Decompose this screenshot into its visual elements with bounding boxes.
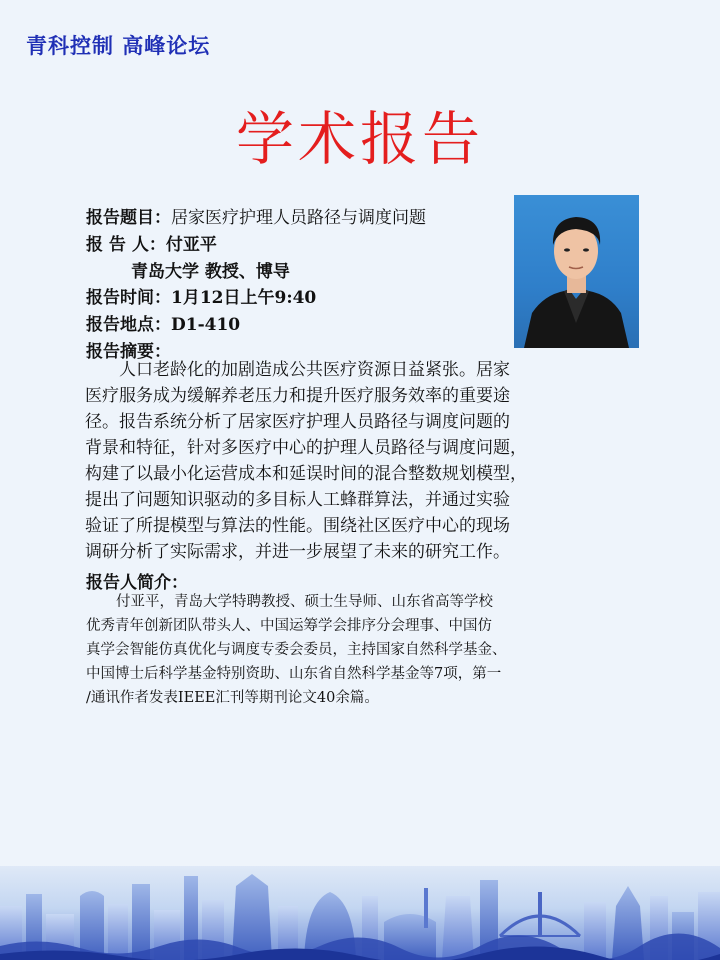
- abstract-line: 医疗服务成为缓解养老压力和提升医疗服务效率的重要途: [85, 386, 510, 406]
- speaker-photo: [514, 195, 639, 348]
- report-time-row: [86, 283, 316, 308]
- report-location-row: [86, 310, 240, 335]
- abstract-label: 报告摘要：: [86, 342, 171, 362]
- report-title-value: 居家医疗护理人员路径与调度问题: [171, 208, 426, 228]
- report-time-value: 1月12日上午9:40: [171, 288, 317, 308]
- forum-title: 青科控制 高峰论坛: [26, 34, 211, 58]
- abstract-line: 验证了所提模型与算法的性能。围绕社区医疗中心的现场: [85, 516, 510, 536]
- report-title-row: [86, 203, 426, 228]
- abstract-line: 背景和特征，针对多医疗中心的护理人员路径与调度问题，: [85, 438, 527, 458]
- report-location-value: D1-410: [171, 315, 241, 335]
- report-location-label: 报告地点：: [86, 315, 171, 335]
- abstract-line: 调研分析了实际需求，并进一步展望了未来的研究工作。: [85, 542, 510, 562]
- report-time-label: 报告时间：: [86, 288, 171, 308]
- bio-line: /通讯作者发表IEEE汇刊等期刊论文40余篇。: [86, 690, 379, 706]
- speaker-name: 付亚平: [165, 235, 217, 255]
- abstract-line: 提出了问题知识驱动的多目标人工蜂群算法，并通过实验: [85, 490, 510, 510]
- speaker-row: [86, 230, 217, 255]
- abstract-line: 径。报告系统分析了居家医疗护理人员路径与调度问题的: [85, 412, 510, 432]
- speaker-label: 报 告 人：: [86, 235, 166, 255]
- bio-line: 真学会智能仿真优化与调度专委会委员，主持国家自然科学基金、: [86, 642, 507, 658]
- report-title-label: 报告题目：: [86, 208, 171, 228]
- page-title: 学术报告: [235, 105, 484, 173]
- city-skyline-banner: [0, 866, 720, 960]
- bio-line: 付亚平，青岛大学特聘教授、硕士生导师、山东省高等学校: [116, 594, 493, 610]
- speaker-affiliation-row: [131, 257, 290, 282]
- speaker-affiliation: 青岛大学 教授、博导: [131, 262, 290, 282]
- bio-line: 优秀青年创新团队带头人、中国运筹学会排序分会理事、中国仿: [86, 618, 492, 634]
- bio-line: 中国博士后科学基金特别资助、山东省自然科学基金等7项，第一: [86, 666, 502, 682]
- bio-label: 报告人简介：: [86, 573, 188, 593]
- abstract-line: 构建了以最小化运营成本和延误时间的混合整数规划模型，: [85, 464, 527, 484]
- abstract-line: 人口老龄化的加剧造成公共医疗资源日益紧张。居家: [119, 360, 510, 380]
